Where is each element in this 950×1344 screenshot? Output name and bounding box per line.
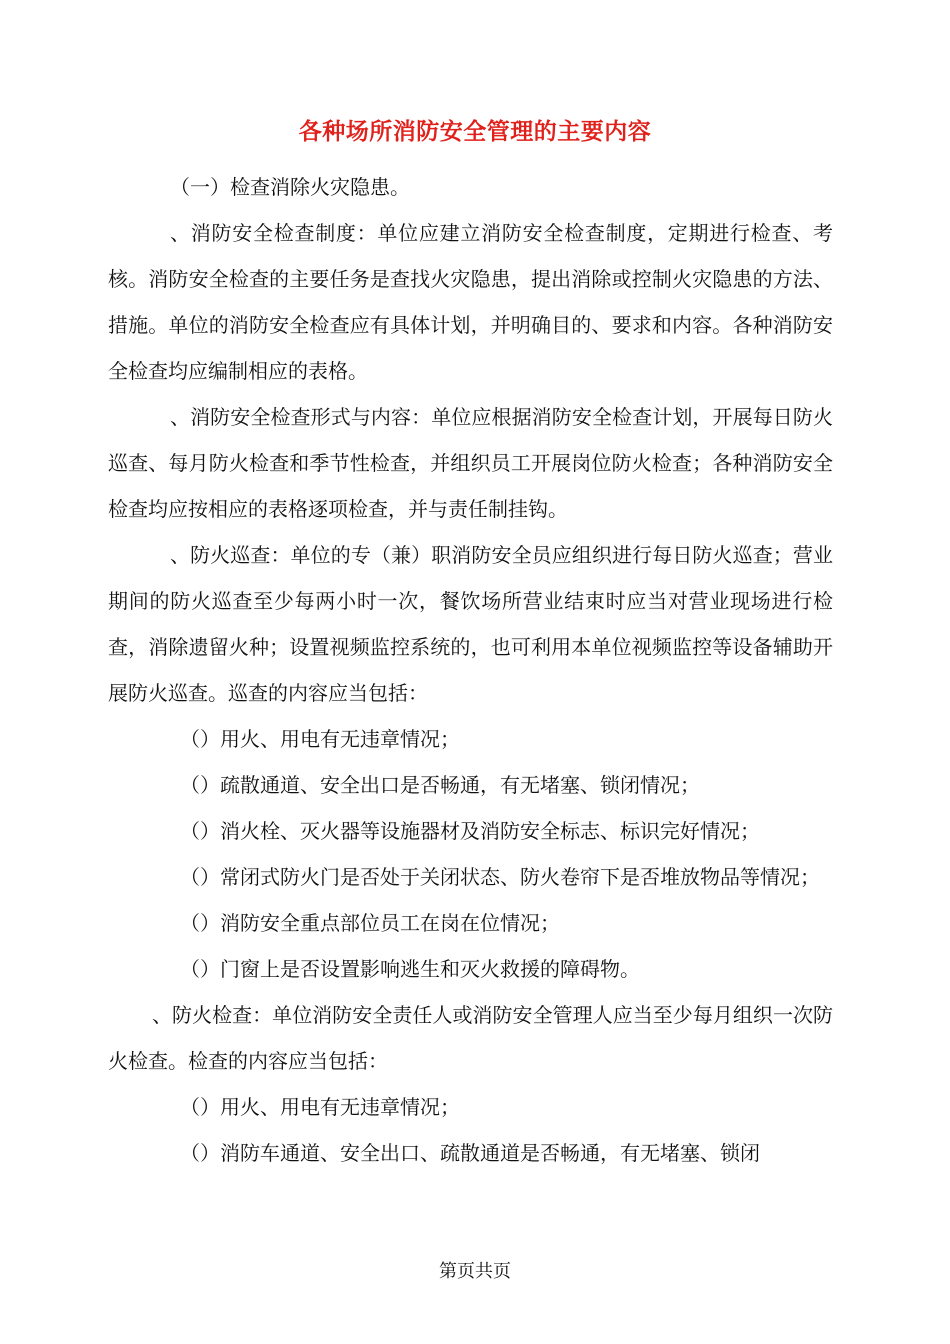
section-heading: （一）检查消除火灾隐患。 [170, 175, 410, 199]
paragraph-fire-patrol: 、防火巡查：单位的专（兼）职消防安全员应组织进行每日防火巡查；营业期间的防火巡查至少每两小时一次，餐饮场所营业结束时应当对营业现场进行检查，消除遗留火种；设置视频监控系统的，也可利用本单位视频监控等设备辅助开展防火巡查。巡查的内容应当包括： [108, 543, 833, 705]
list-item: （）疏散通道、安全出口是否畅通，有无堵塞、锁闭情况； [180, 773, 700, 797]
paragraph-inspection-forms: 、消防安全检查形式与内容：单位应根据消防安全检查计划，开展每日防火巡查、每月防火检查和季节性检查，并组织员工开展岗位防火检查；各种消防安全检查均应按相应的表格逐项检查，并与责任制挂钩。 [108, 405, 833, 521]
list-item: （）常闭式防火门是否处于关闭状态、防火卷帘下是否堆放物品等情况； [180, 865, 820, 889]
page-footer: 第页共页 [439, 1261, 511, 1282]
list-item: （）用火、用电有无违章情况； [180, 727, 460, 751]
list-item: （）消防安全重点部位员工在岗在位情况； [180, 911, 560, 935]
list-item: （）用火、用电有无违章情况； [180, 1095, 460, 1119]
paragraph-inspection-system: 、消防安全检查制度：单位应建立消防安全检查制度，定期进行检查、考核。消防安全检查的主要任务是查找火灾隐患，提出消除或控制火灾隐患的方法、措施。单位的消防安全检查应有具体计划，并明确目的、要求和内容。各种消防安全检查均应编制相应的表格。 [108, 221, 833, 383]
document-body [108, 164, 833, 1176]
list-item: （）门窗上是否设置影响逃生和灭火救援的障碍物。 [180, 957, 640, 981]
document-title: 各种场所消防安全管理的主要内容 [298, 119, 652, 145]
list-item: （）消防车通道、安全出口、疏散通道是否畅通，有无堵塞、锁闭 [180, 1141, 760, 1165]
list-item: （）消火栓、灭火器等设施器材及消防安全标志、标识完好情况； [180, 819, 760, 843]
paragraph-fire-inspection: 、防火检查：单位消防安全责任人或消防安全管理人应当至少每月组织一次防火检查。检查的内容应当包括： [108, 1003, 833, 1073]
